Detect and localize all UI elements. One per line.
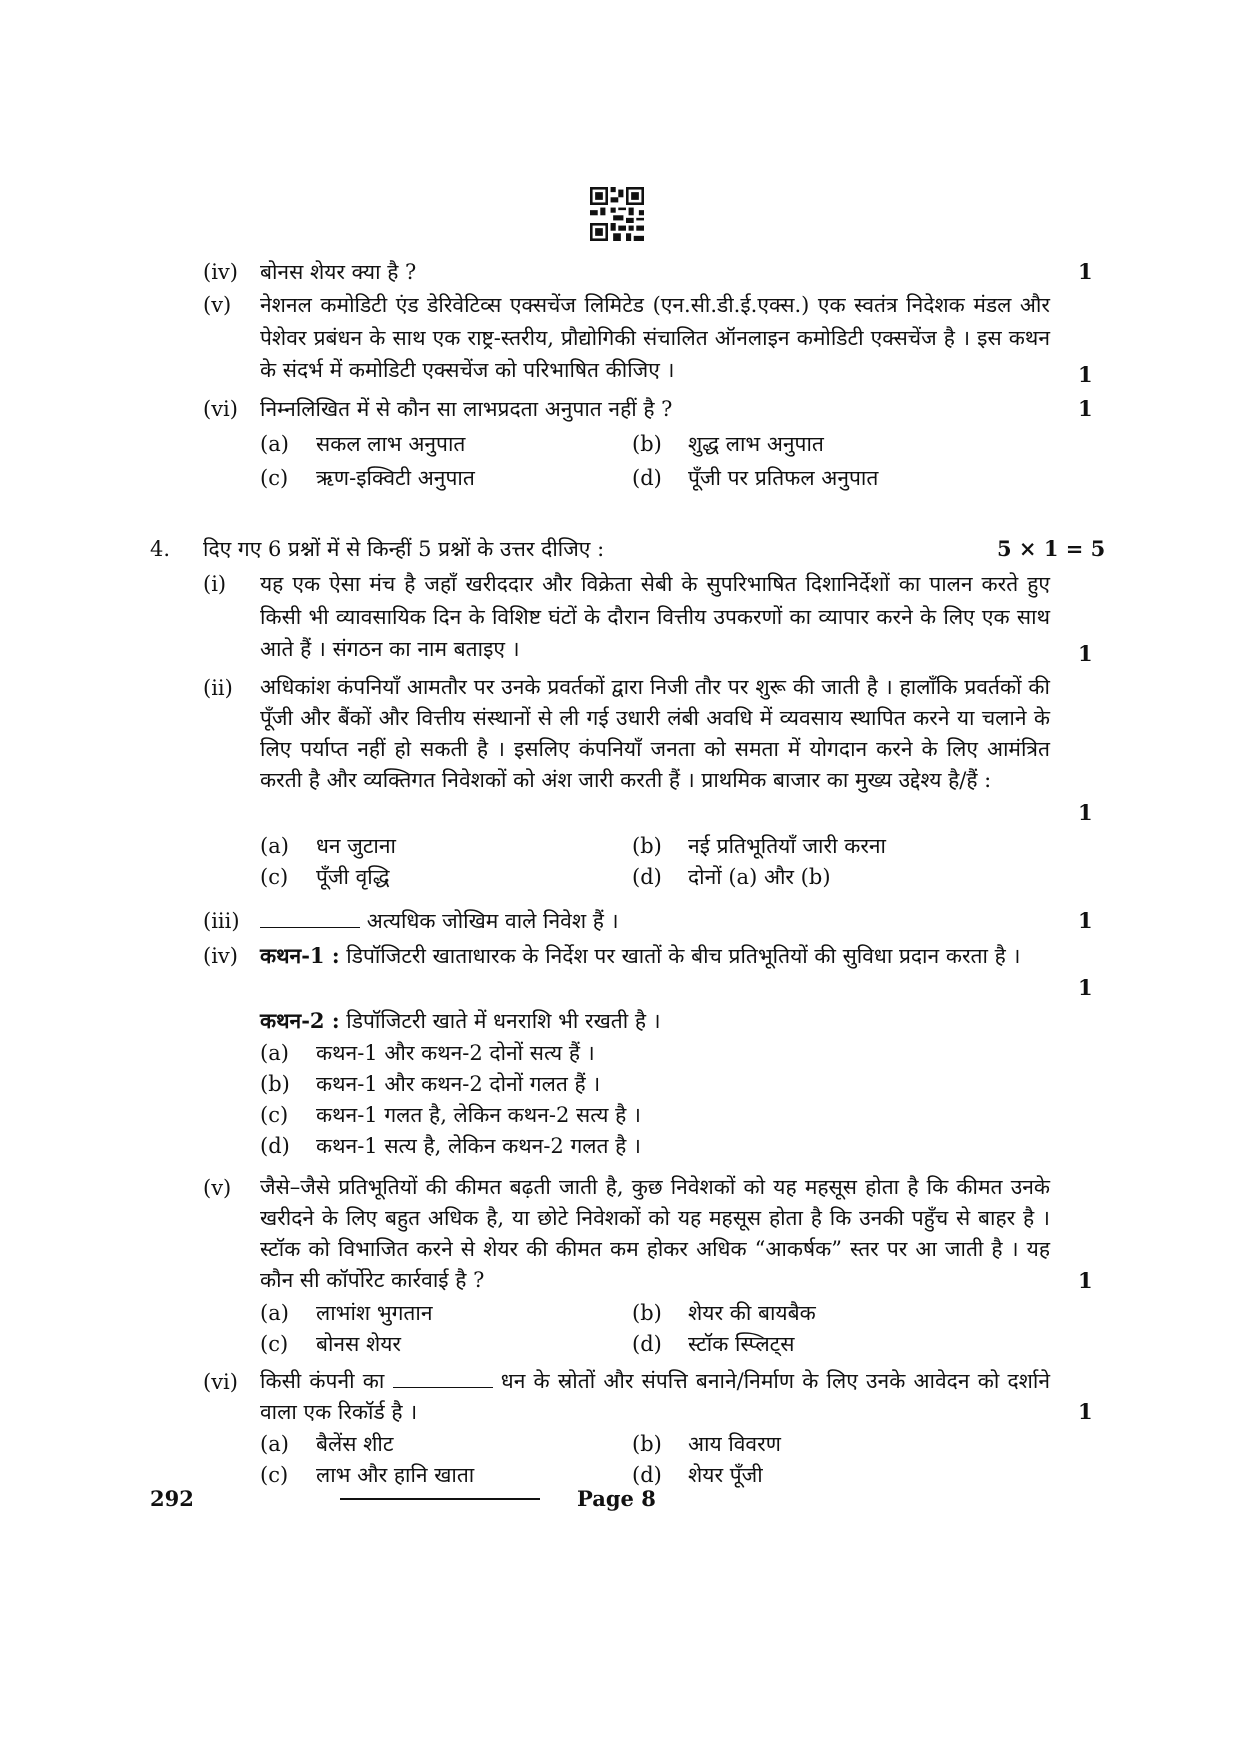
question-text: निम्नलिखित में से कौन सा लाभप्रदता अनुपात नहीं है ? — [260, 397, 673, 421]
question-number: (v) — [203, 293, 232, 317]
question-text: किसी कंपनी का धन के स्रोतों और संपत्ति बनाने/निर्माण के लिए उनके आवेदन को दर्शाने वाला एक रिकॉर्ड है । — [260, 1369, 1050, 1424]
question-text: अधिकांश कंपनियाँ आमतौर पर उनके प्रवर्तकों द्वारा निजी तौर पर शुरू की जाती है । हालाँकि प्रवर्तकों की पूँजी और बैंकों और वित्तीय संस्थानों से ली गई उधारी लंबी अवधि में व्यवसाय स्थापित करने या चलाने के लिए पर्याप्त नहीं हो सकती है । इसलिए कंपनियाँ जनता को समता में योगदान करने के लिए आमंत्रित करती है और व्यक्तिगत निवेशकों को अंश जारी करती हैं । प्राथमिक बाजार का मुख्य उद्देश्य है/हैं : — [260, 675, 1050, 792]
option-a: (a) बैलेंस शीट — [260, 1432, 394, 1456]
qr-code-icon — [590, 187, 644, 241]
question-mark: 1 — [1078, 259, 1093, 284]
option-c: (c) कथन-1 गलत है, लेकिन कथन-2 सत्य है । — [260, 1103, 641, 1127]
question-number: (vi) — [203, 1370, 238, 1394]
option-d: (d) पूँजी पर प्रतिफल अनुपात — [632, 466, 879, 490]
option-a: (a) लाभांश भुगतान — [260, 1301, 433, 1325]
option-d: (d) दोनों (a) और (b) — [632, 865, 831, 889]
question-mark: 1 — [1078, 362, 1093, 387]
option-c: (c) लाभ और हानि खाता — [260, 1463, 475, 1487]
option-a: (a) कथन-1 और कथन-2 दोनों सत्य हैं । — [260, 1041, 595, 1065]
question-number: (ii) — [203, 676, 233, 700]
statement-1: कथन-1 : डिपॉजिटरी खाताधारक के निर्देश पर खातों के बीच प्रतिभूतियों की सुविधा प्रदान करता है । — [260, 943, 1021, 968]
question-mark: 1 — [1078, 641, 1093, 666]
question-number: (iii) — [203, 909, 240, 933]
question-mark: 1 — [1078, 975, 1093, 1000]
answer-blank — [260, 907, 360, 928]
paper-code: 292 — [150, 1486, 194, 1511]
option-a: (a) सकल लाभ अनुपात — [260, 432, 466, 456]
question-number: (v) — [203, 1176, 232, 1200]
option-d: (d) शेयर पूँजी — [632, 1463, 763, 1487]
option-b: (b) शेयर की बायबैक — [632, 1301, 816, 1325]
question-mark: 1 — [1078, 1268, 1093, 1293]
option-b: (b) नई प्रतिभूतियाँ जारी करना — [632, 834, 887, 858]
question-text: बोनस शेयर क्या है ? — [260, 260, 417, 284]
question-number: (iv) — [203, 944, 238, 968]
statement-2: कथन-2 : डिपॉजिटरी खाते में धनराशि भी रखती है । — [260, 1008, 661, 1033]
option-c: (c) ऋण-इक्विटी अनुपात — [260, 466, 475, 490]
question-mark: 1 — [1078, 396, 1093, 421]
question-mark: 1 — [1078, 1399, 1093, 1424]
question-number: (iv) — [203, 260, 238, 284]
option-a: (a) धन जुटाना — [260, 834, 396, 858]
answer-blank — [393, 1367, 493, 1388]
question-number: 4. — [150, 537, 171, 561]
question-text: जैसे–जैसे प्रतिभूतियों की कीमत बढ़ती जाती है, कुछ निवेशकों को यह महसूस होता है कि कीमत उनके खरीदने के लिए बहुत अधिक है, या छोटे निवेशकों को यह महसूस होता है कि उनकी पहुँच से बाहर है । स्टॉक को विभाजित करने से शेयर की कीमत कम होकर अधिक “आकर्षक” स्तर पर आ जाती है । यह कौन सी कॉर्पोरेट कार्रवाई है ? — [260, 1175, 1050, 1292]
question-number: (i) — [203, 572, 227, 596]
option-c: (c) बोनस शेयर — [260, 1332, 402, 1356]
option-d: (d) स्टॉक स्प्लिट्स — [632, 1332, 795, 1356]
page-number: Page 8 — [577, 1486, 656, 1511]
question-number: (vi) — [203, 397, 238, 421]
question-mark: 1 — [1078, 800, 1093, 825]
question-text: अत्यधिक जोखिम वाले निवेश हैं । — [260, 905, 619, 937]
question-text: यह एक ऐसा मंच है जहाँ खरीददार और विक्रेता सेबी के सुपरिभाषित दिशानिर्देशों का पालन करते हुए किसी भी व्यावसायिक दिन के विशिष्ट घंटों के दौरान वित्तीय उपकरणों का व्यापार करने के लिए एक साथ आते हैं । संगठन का नाम बताइए । — [260, 572, 1050, 661]
question-instruction: दिए गए 6 प्रश्नों में से किन्हीं 5 प्रश्नों के उत्तर दीजिए : — [203, 537, 605, 561]
option-d: (d) कथन-1 सत्य है, लेकिन कथन-2 गलत है । — [260, 1134, 641, 1158]
question-marks: 5 × 1 = 5 — [997, 536, 1106, 561]
question-mark: 1 — [1078, 908, 1093, 933]
option-b: (b) शुद्ध लाभ अनुपात — [632, 432, 824, 456]
option-c: (c) पूँजी वृद्धि — [260, 865, 390, 889]
question-text: नेशनल कमोडिटी एंड डेरिवेटिव्स एक्सचेंज लिमिटेड (एन.सी.डी.ई.एक्स.) एक स्वतंत्र निदेशक मंडल और पेशेवर प्रबंधन के साथ एक राष्ट्र-स्तरीय, प्रौद्योगिकी संचालित ऑनलाइन कमोडिटी एक्सचेंज है । इस कथन के संदर्भ में कमोडिटी एक्सचेंज को परिभाषित कीजिए । — [260, 293, 1050, 382]
option-b: (b) कथन-1 और कथन-2 दोनों गलत हैं । — [260, 1072, 601, 1096]
footer-divider — [340, 1498, 540, 1500]
option-b: (b) आय विवरण — [632, 1432, 781, 1456]
